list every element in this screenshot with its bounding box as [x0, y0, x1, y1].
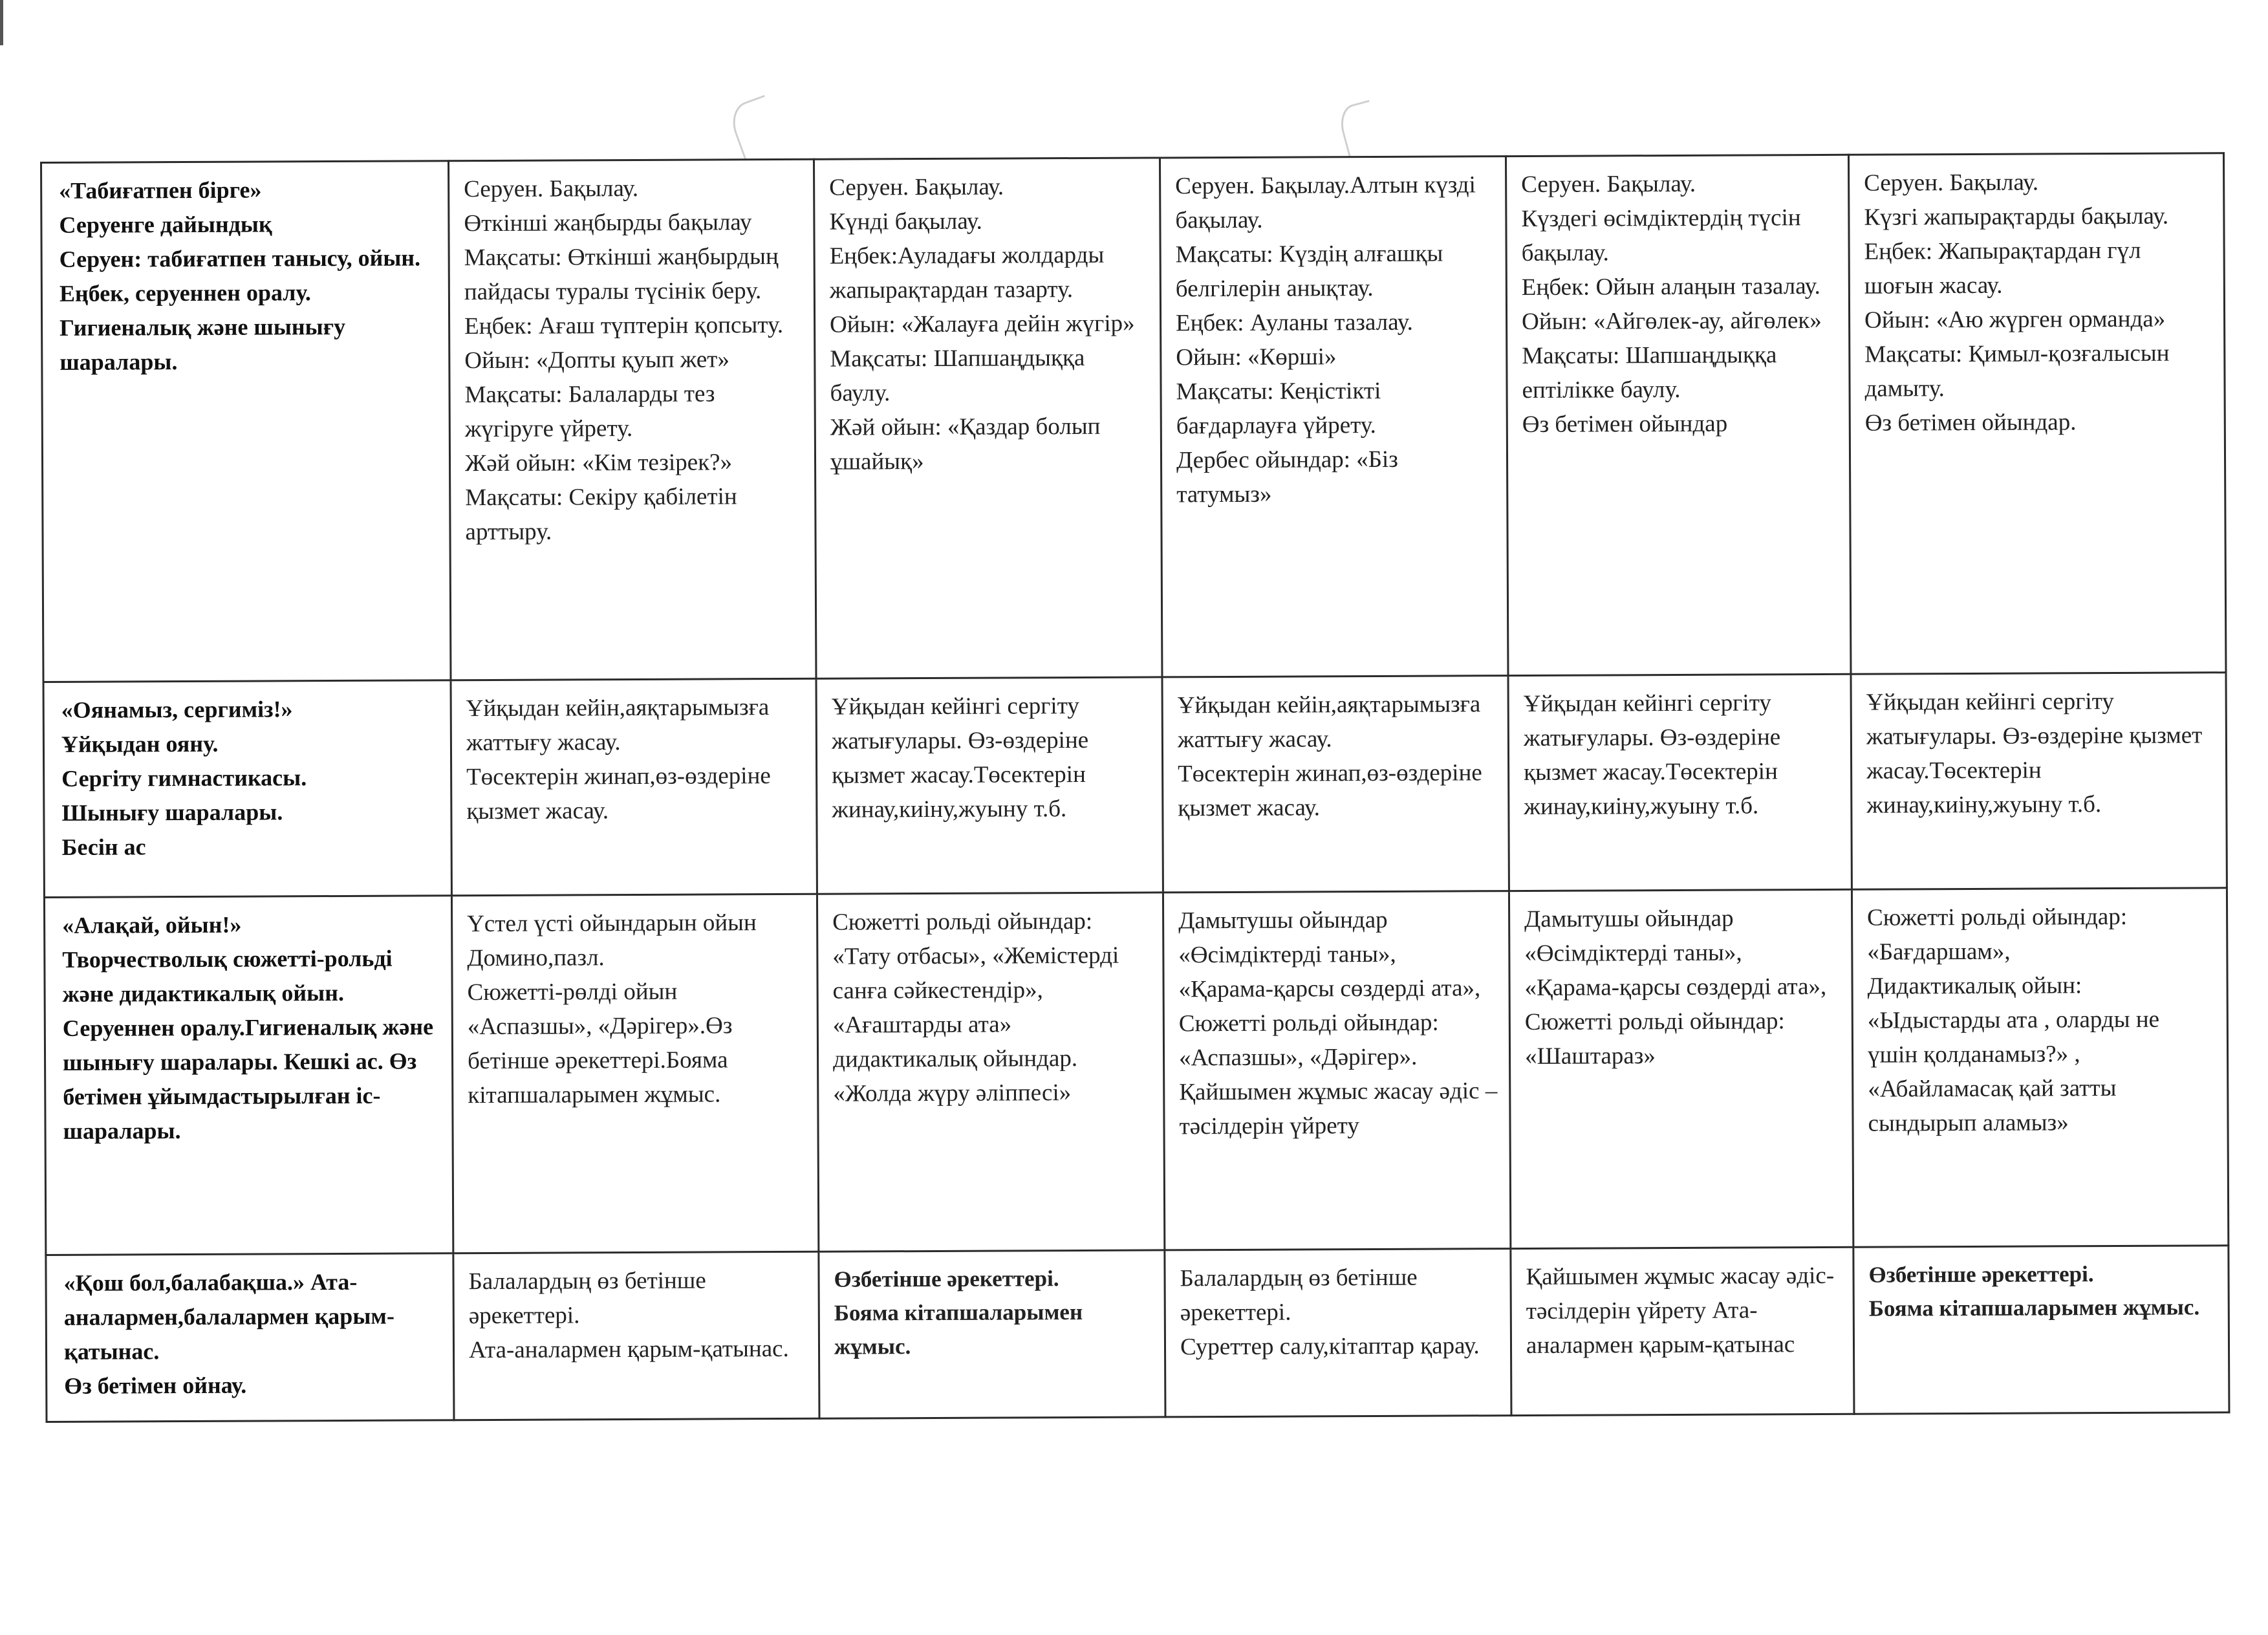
punch-hole-mark: [1336, 100, 1382, 157]
row-heading: «Табиғатпен бірге» Серуенге дайындық Серуен: табиғатпен танысу, ойын. Еңбек, серуеннен оралу. Гигиеналық және шынығу шаралары.: [41, 161, 451, 682]
table-cell: Ұйқыдан кейінгі сергіту жатығулары. Өз-өздеріне қызмет жасау.Төсектерін жинау,киіну,жуыну т.б.: [1508, 674, 1852, 891]
table-cell: Серуен. Бақылау. Күздегі өсімдіктердің түсін бақылау. Еңбек: Ойын алаңын тазалау. Ойын: «Айгөлек-ау, айгөлек» Мақсаты: Шапшаңдыққа ептілікке баулу. Өз бетімен ойындар: [1506, 155, 1850, 675]
table-cell: Серуен. Бақылау.Алтын күзді бақылау. Мақсаты: Күздің алғашқы белгілерін анықтау. Еңбек: Ауланы тазалау. Ойын: «Көрші» Мақсаты: Кеңістікті бағдарлауға үйрету. Дербес ойындар: «Біз татумыз»: [1160, 157, 1507, 677]
table-row: [44, 888, 2228, 1255]
table-cell: Балалардың өз бетінше әрекеттері. Суреттер салу,кітаптар қарау.: [1165, 1249, 1511, 1417]
schedule-table: [40, 152, 2230, 1423]
table-cell: Ұйқыдан кейінгі сергіту жатығулары. Өз-өздеріне қызмет жасау.Төсектерін жинау,киіну,жуыну т.б.: [1851, 673, 2227, 890]
table-cell: Дамытушы ойындар «Өсімдіктерді таны», «Қарама-қарсы сөздерді ата», Сюжетті рольді ойындар: «Аспазшы», «Дәрігер». Қайшымен жұмыс жасау әдіс –тәсілдерін үйрету: [1163, 891, 1510, 1250]
scan-edge-mark: [0, 0, 3, 45]
table-cell: Ұйқыдан кейін,аяқтарымызға жаттығу жасау. Төсектерін жинап,өз-өздеріне қызмет жасау.: [1162, 676, 1509, 893]
row-heading: «Оянамыз, сергиміз!» Ұйқыдан ояну. Сергіту гимнастикасы. Шынығу шаралары. Бесін ас: [43, 680, 451, 898]
table-cell: Балалардың өз бетінше әрекеттері. Ата-аналармен қарым-қатынас.: [453, 1251, 819, 1420]
schedule-table-container: [40, 152, 2228, 1423]
table-cell: Серуен. Бақылау. Күзгі жапырақтарды бақылау. Еңбек: Жапырақтардан гүл шоғын жасау. Ойын: «Аю жүрген орманда» Мақсаты: Қимыл-қозғалысын дамыту. Өз бетімен ойындар.: [1848, 153, 2225, 675]
row-heading: «Алақай, ойын!» Творчестволық сюжетті-рольді және дидактикалық ойын. Серуеннен оралу.Гигиеналық және шынығу шаралары. Кешкі ас. Өз бетімен ұйымдастырылған іс-шаралары.: [44, 896, 453, 1255]
table-cell: Сюжетті рольді ойындар: «Бағдаршам», Дидактикалық ойын: «Ыдыстарды ата , оларды не үшін қолданамыз?» , «Абайламасақ қай затты сындырып аламыз»: [1852, 888, 2228, 1248]
table-row: [43, 673, 2227, 898]
punch-hole-mark: [726, 95, 783, 160]
table-cell: Қайшымен жұмыс жасау әдіс-тәсілдерін үйрету Ата-аналармен қарым-қатынас: [1511, 1247, 1854, 1415]
table-cell: Сюжетті рольді ойындар: «Тату отбасы», «Жемістерді санға сәйкестендір», «Ағаштарды ата» дидактикалық ойындар. «Жолда жүру әліппесі»: [817, 893, 1164, 1251]
table-cell: Ұйқыдан кейін,аяқтарымызға жаттығу жасау. Төсектерін жинап,өз-өздеріне қызмет жасау.: [451, 678, 817, 895]
table-cell: Ұйқыдан кейінгі сергіту жатығулары. Өз-өздеріне қызмет жасау.Төсектерін жинау,киіну,жуыну т.б.: [816, 677, 1163, 894]
table-cell: Серуен. Бақылау. Өткінші жаңбырды бақылау Мақсаты: Өткінші жаңбырдың пайдасы туралы түсінік беру. Еңбек: Ағаш түптерін қопсыту. Ойын: «Допты қуып жет» Мақсаты: Балаларды тез жүгіруге үйрету. Жәй ойын: «Кім тезірек?» Мақсаты: Секіру қабілетін арттыру.: [449, 159, 816, 680]
table-cell: Дамытушы ойындар «Өсімдіктерді таны», «Қарама-қарсы сөздерді ата», Сюжетті рольді ойындар: «Шаштараз»: [1509, 889, 1853, 1248]
table-row: [41, 153, 2226, 682]
table-row: [46, 1246, 2229, 1422]
table-cell: Үстел үсті ойындарын ойын Домино,пазл. Сюжетті-рөлді ойын «Аспазшы», «Дәрігер».Өз бетінше әрекеттері.Бояма кітапшаларымен жұмыс.: [451, 894, 818, 1253]
table-cell: Өзбетінше әрекеттері. Бояма кітапшаларымен жұмыс.: [1853, 1246, 2229, 1414]
table-cell: Өзбетінше әрекеттері. Бояма кітапшаларымен жұмыс.: [819, 1250, 1165, 1418]
row-heading: «Қош бол,балабақша.» Ата-аналармен,балалармен қарым-қатынас. Өз бетімен ойнау.: [46, 1253, 454, 1422]
table-cell: Серуен. Бақылау. Күнді бақылау. Еңбек:Ауладағы жолдарды жапырақтардан тазарту. Ойын: «Жалауға дейін жүгір» Мақсаты: Шапшаңдыққа баулу. Жәй ойын: «Қаздар болып ұшайық»: [814, 158, 1161, 678]
